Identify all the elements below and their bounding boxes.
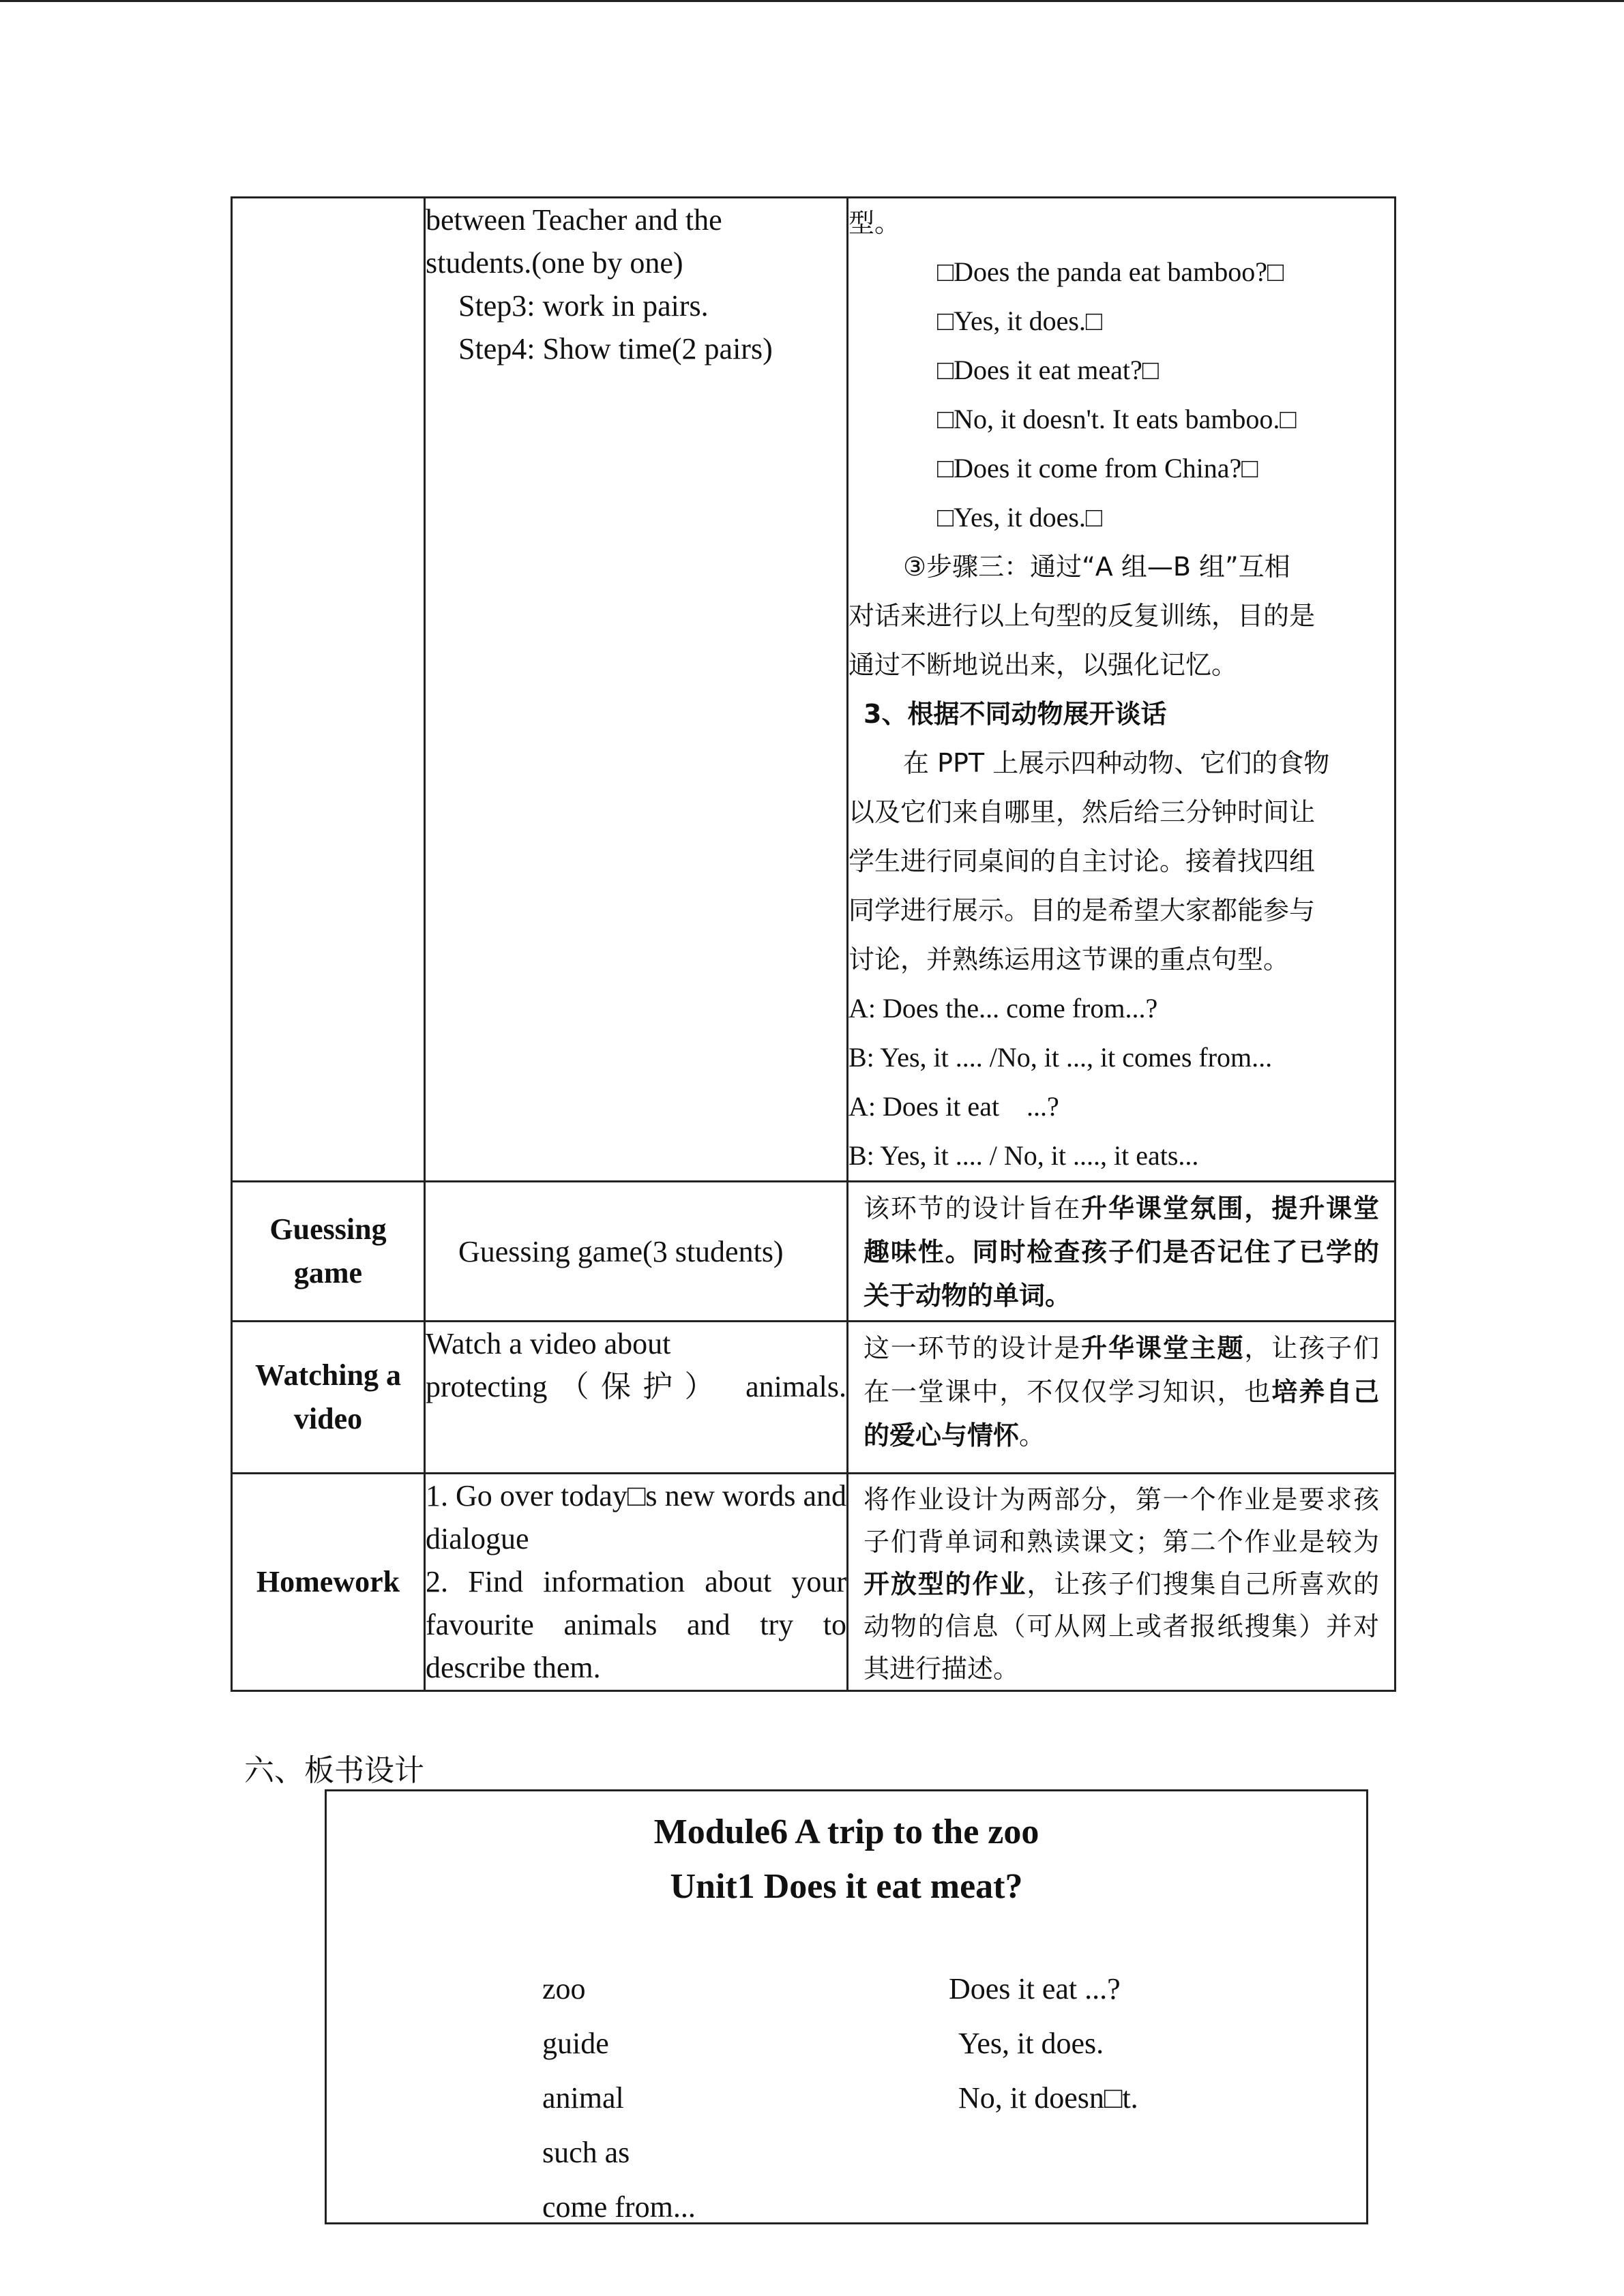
vocab-word: guide (542, 2027, 609, 2060)
homework-item: 1. Go over today□s new words and dialogue (426, 1479, 846, 1555)
stage-label: game (293, 1256, 363, 1289)
dialogue-line: □Does it come from China?□ (937, 453, 1258, 483)
pattern-answer-yes: Yes, it does. (958, 2027, 1104, 2060)
dialogue-line: □No, it doesn't. It eats bamboo.□ (937, 404, 1297, 434)
procedure-line: between Teacher and the (426, 203, 722, 237)
procedure-step3: Step3: work in pairs. (458, 289, 709, 323)
design-cell (848, 198, 1396, 1182)
design-cell (848, 1474, 1396, 1691)
stage-cell (232, 1322, 425, 1474)
discussion-text: 学生进行同桌间的自主讨论。接着找四组 (848, 846, 1316, 876)
table-row-homework (232, 1474, 1396, 1691)
vocab-word: animal (542, 2081, 624, 2115)
stage-cell (232, 1182, 425, 1322)
design-text-plain: ，让孩子们在一堂课中，不仅仅学习知识，也 (863, 1333, 1379, 1407)
procedure-text: protecting（保护） animals. (426, 1370, 846, 1403)
stage-label: Homework (256, 1565, 400, 1598)
design-text-plain: 将作业设计为两部分，第一个作业是要求孩子们背单词和熟读课文；第二个作业是较为 (863, 1485, 1379, 1557)
sub-heading: 3、根据不同动物展开谈话 (863, 699, 1167, 729)
procedure-line: students.(one by one) (426, 246, 683, 280)
step3-text: 通过不断地说出来，以强化记忆。 (848, 650, 1238, 680)
stage-label: video (293, 1402, 363, 1435)
stage-label: Guessing (269, 1212, 387, 1246)
procedure-cell (425, 1182, 848, 1322)
design-text-plain: 。 (1019, 1420, 1046, 1450)
design-text-bold: 开放型的作业 (863, 1569, 1027, 1599)
vocab-word: such as (542, 2136, 630, 2169)
pattern-line: A: Does the... come from...? (848, 993, 1158, 1024)
dialogue-line: □Yes, it does.□ (937, 305, 1103, 336)
homework-item: 2. Find information about your favourite animals and try to describe them. (426, 1565, 846, 1684)
design-text-plain: 这一环节的设计是 (863, 1333, 1082, 1363)
lesson-plan-table (231, 196, 1396, 1692)
design-cell (848, 1182, 1396, 1322)
sentence-patterns (949, 1962, 1138, 2126)
table-row-video (232, 1322, 1396, 1474)
dialogue-line: □Does the panda eat bamboo?□ (937, 256, 1284, 287)
discussion-text: 同学进行展示。目的是希望大家都能参与 (848, 895, 1316, 925)
discussion-text: 在 PPT 上展示四种动物、它们的食物 (903, 748, 1330, 778)
design-text (848, 1182, 1394, 1317)
procedure-text: Watch a video about (426, 1327, 671, 1360)
dialogue-line: □Does it eat meat?□ (937, 355, 1159, 385)
step3-text: ③步骤三：通过“A 组—B 组”互相 (903, 552, 1290, 582)
board-title: Module6 A trip to the zoo (653, 1813, 1039, 1851)
design-text-bold: 升华课堂氛围，提升课堂趣味性。同时检查孩子们是否记住了已学的关于动物的单词。 (863, 1193, 1379, 1311)
pattern-line: B: Yes, it .... / No, it ...., it eats... (848, 1140, 1199, 1171)
pattern-line: A: Does it eat ...? (848, 1091, 1059, 1122)
step3-text: 对话来进行以上句型的反复训练，目的是 (848, 601, 1316, 631)
dialogue-line: □Yes, it does.□ (937, 502, 1103, 533)
design-text (848, 1322, 1394, 1457)
discussion-text: 讨论，并熟练运用这节课的重点句型。 (848, 944, 1290, 974)
design-text-plain: ，让孩子们搜集自己所喜欢的动物的信息（可从网上或者报纸搜集）并对其进行描述。 (863, 1569, 1379, 1684)
pattern-answer-no: No, it doesn□t. (958, 2081, 1138, 2115)
procedure-cell (425, 198, 848, 1182)
table-row-practice (232, 198, 1396, 1182)
procedure-step4: Step4: Show time(2 pairs) (458, 332, 773, 366)
design-text-plain: 该环节的设计旨在 (863, 1193, 1082, 1223)
procedure-text: Guessing game(3 students) (458, 1234, 784, 1268)
board-subtitle: Unit1 Does it eat meat? (670, 1867, 1023, 1906)
stage-cell (232, 1474, 425, 1691)
design-text: 型。 (848, 208, 901, 238)
vocabulary-list (542, 1962, 696, 2235)
vocab-word: zoo (542, 1972, 586, 2006)
procedure-cell (425, 1322, 848, 1474)
table-row-guessing (232, 1182, 1396, 1322)
design-cell (848, 1322, 1396, 1474)
procedure-cell (425, 1474, 848, 1691)
design-text-bold: 培养自己的爱心与情怀 (863, 1377, 1379, 1450)
stage-cell-empty (232, 198, 425, 1182)
stage-label: Watching a (255, 1358, 401, 1392)
discussion-text: 以及它们来自哪里，然后给三分钟时间让 (848, 797, 1316, 827)
section-heading: 六、板书设计 (244, 1753, 424, 1788)
design-text (848, 1474, 1394, 1690)
pattern-question: Does it eat ...? (949, 1972, 1121, 2006)
vocab-word: come from... (542, 2190, 696, 2224)
pattern-line: B: Yes, it .... /No, it ..., it comes from... (848, 1042, 1273, 1073)
blackboard-design-box (325, 1789, 1368, 2224)
design-text-bold: 升华课堂主题 (1081, 1333, 1245, 1363)
